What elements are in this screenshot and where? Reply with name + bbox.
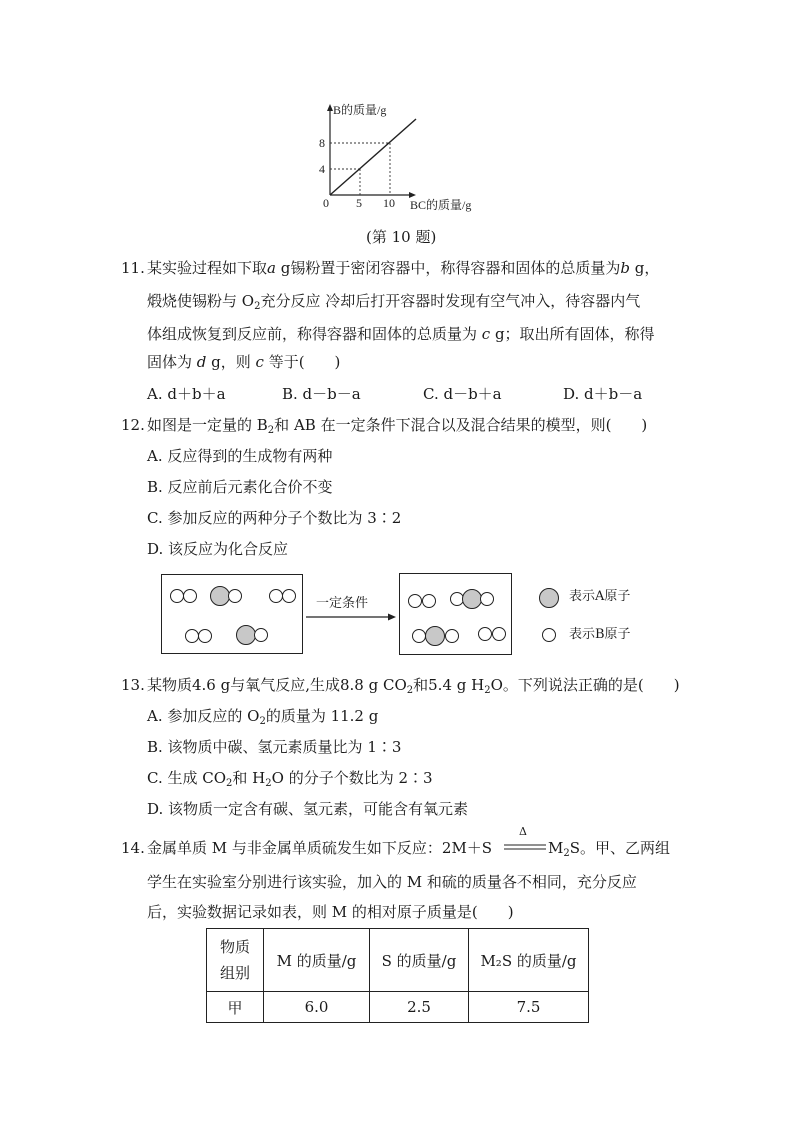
q12-stem: 如图是一定量的 $B_2$和 AB 在一定条件下混合以及混合结果的模型，则( ) <box>147 416 648 436</box>
q13-option-b[interactable]: B. 该物质中碳、氢元素质量比为 1∶3 <box>147 738 402 756</box>
q11-option-b[interactable]: B. d－b－a <box>282 385 361 403</box>
q11-option-d[interactable]: D. d＋b－a <box>563 385 643 403</box>
table-header-row <box>207 929 589 992</box>
atom-a <box>462 589 482 609</box>
q11-option-a[interactable]: A. d＋b＋a <box>147 385 226 403</box>
q12-option-a[interactable]: A. 反应得到的生成物有两种 <box>147 447 333 465</box>
q11-line2: 煅烧使锡粉与 $O_2$充分反应 冷却后打开容器时发现有空气冲入，待容器内气 <box>147 292 641 312</box>
atom-b <box>170 589 184 603</box>
q14-line2: 学生在实验室分别进行该实验，加入的 M 和硫的质量各不相同，充分反应 <box>147 873 637 891</box>
q12-option-d[interactable]: D. 该反应为化合反应 <box>147 540 289 558</box>
legend-b-label: 表示B原子 <box>569 627 631 642</box>
x-tick-5: 5 <box>356 196 362 210</box>
atom-b <box>269 589 283 603</box>
q12-option-c[interactable]: C. 参加反应的两种分子个数比为 3∶2 <box>147 509 402 527</box>
atom-a <box>236 625 256 645</box>
q11-line1: 某实验过程如下取a g锡粉置于密闭容器中，称得容器和固体的总质量为b g， <box>147 259 660 277</box>
atom-b <box>185 629 199 643</box>
atom-a <box>425 626 445 646</box>
atom-b <box>422 594 436 608</box>
x-tick-10: 10 <box>383 196 395 210</box>
q10-caption: (第 10 题) <box>366 228 437 246</box>
atom-a <box>210 586 230 606</box>
atom-b <box>478 627 492 641</box>
atom-b <box>282 589 296 603</box>
atom-b <box>492 627 506 641</box>
q14-data-table <box>206 928 589 1023</box>
q12-option-b[interactable]: B. 反应前后元素化合价不变 <box>147 478 333 496</box>
atom-b <box>408 594 422 608</box>
q14-line1b: $M_2S$。甲、乙两组 <box>548 839 671 859</box>
q14-delta-condition: Δ <box>519 825 527 838</box>
q12-number: 12. <box>121 416 145 434</box>
q11-number: 11. <box>121 259 145 277</box>
q13-option-c[interactable]: C. 生成 $CO_2$和 $H_2O$ 的分子个数比为 2∶3 <box>147 769 433 789</box>
arrow-label: 一定条件 <box>316 596 369 611</box>
table-header-cell: M 的质量/g <box>264 929 370 992</box>
corner-bottom-label: 组别 <box>219 964 250 982</box>
data-line <box>330 119 416 195</box>
after-box <box>399 573 512 655</box>
table-cell: 6.0 <box>264 992 370 1023</box>
legend-atom-b-icon <box>542 628 556 642</box>
table-header-cell: S 的质量/g <box>370 929 469 992</box>
atom-b <box>228 589 242 603</box>
reaction-arrow <box>306 612 398 622</box>
q13-stem: 某物质4.6 g与氧气反应,生成8.8 g $CO_2$和5.4 g $H_2O$。下列说法正确的是( ) <box>147 676 680 696</box>
q11-line3: 体组成恢复到反应前，称得容器和固体的总质量为 c g；取出所有固体，称得 <box>147 325 655 343</box>
corner-top-label: 物质 <box>219 938 250 956</box>
x-axis-label: BC的质量/g <box>410 198 472 212</box>
table-cell: 7.5 <box>469 992 589 1023</box>
q14-line3: 后，实验数据记录如表，则 M 的相对原子质量是( ) <box>147 903 514 921</box>
atom-b <box>254 628 268 642</box>
table-cell: 2.5 <box>370 992 469 1023</box>
q14-line1a: 金属单质 M 与非金属单质硫发生如下反应：2M＋S <box>147 839 493 857</box>
y-tick-4: 4 <box>319 162 325 176</box>
y-tick-8: 8 <box>319 136 325 150</box>
table-header-cell: M₂S 的质量/g <box>469 929 589 992</box>
atom-b <box>183 589 197 603</box>
atom-b <box>412 629 426 643</box>
q13-option-d[interactable]: D. 该物质一定含有碳、氢元素，可能含有氧元素 <box>147 800 469 818</box>
legend-atom-a-icon <box>539 588 559 608</box>
table-cell: 甲 <box>207 992 264 1023</box>
atom-b <box>445 629 459 643</box>
table-row <box>207 992 589 1023</box>
q11-line4: 固体为 d g，则 c 等于( ) <box>147 353 341 371</box>
q11-option-c[interactable]: C. d－b＋a <box>423 385 502 403</box>
q14-equals-sign <box>504 842 546 852</box>
q13-number: 13. <box>121 676 145 694</box>
before-box <box>161 574 303 654</box>
legend-a-label: 表示A原子 <box>569 589 631 604</box>
y-axis-label: B的质量/g <box>333 103 387 117</box>
origin-label: 0 <box>323 196 329 210</box>
atom-b <box>198 629 212 643</box>
q14-number: 14. <box>121 839 145 857</box>
atom-b <box>480 592 494 606</box>
q13-option-a[interactable]: A. 参加反应的 $O_2$的质量为 11.2 g <box>147 707 379 727</box>
table-corner-cell <box>207 929 264 992</box>
q10-graph <box>300 100 500 220</box>
